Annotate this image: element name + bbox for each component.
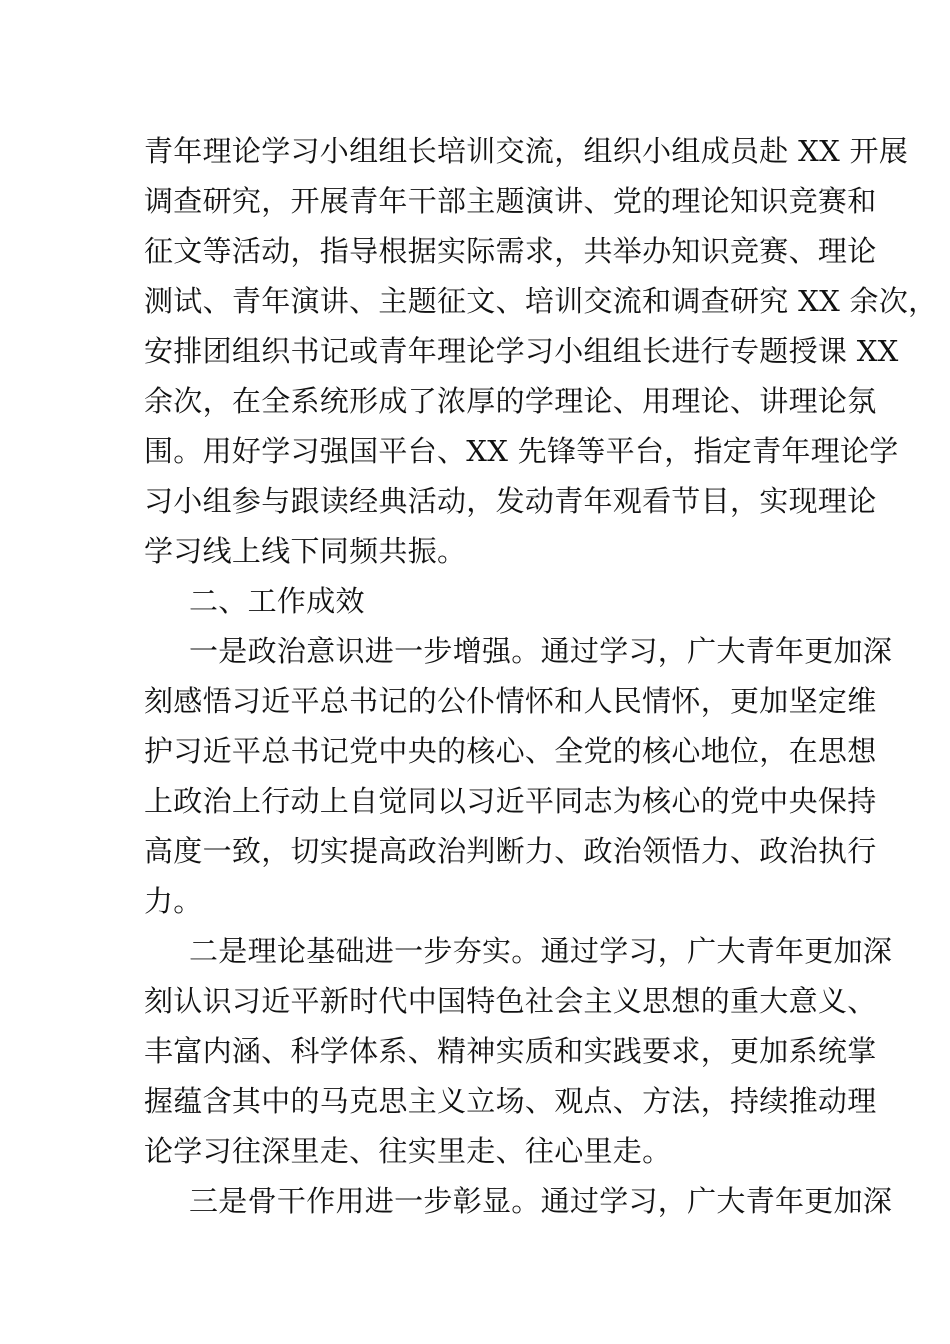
text-line: 征文等活动，指导根据实际需求，共举办知识竞赛、理论 bbox=[144, 234, 877, 268]
paragraph-start-line: 一是政治意识进一步增强。通过学习，广大青年更加深 bbox=[189, 634, 893, 668]
text-line: 青年理论学习小组组长培训交流，组织小组成员赴 XX 开展 bbox=[144, 134, 909, 168]
text-line: 上政治上行动上自觉同以习近平同志为核心的党中央保持 bbox=[144, 784, 877, 818]
text-line: 力。 bbox=[144, 884, 203, 918]
text-line: 丰富内涵、科学体系、精神实质和实践要求，更加系统掌 bbox=[144, 1034, 877, 1068]
text-line: 论学习往深里走、往实里走、往心里走。 bbox=[144, 1134, 672, 1168]
section-heading: 二、工作成效 bbox=[189, 584, 365, 618]
paragraph-start-line: 二是理论基础进一步夯实。通过学习，广大青年更加深 bbox=[189, 934, 893, 968]
text-line: 学习线上线下同频共振。 bbox=[144, 534, 467, 568]
text-line: 习小组参与跟读经典活动，发动青年观看节目，实现理论 bbox=[144, 484, 877, 518]
text-line: 安排团组织书记或青年理论学习小组组长进行专题授课 XX bbox=[144, 334, 899, 368]
text-line: 护习近平总书记党中央的核心、全党的核心地位，在思想 bbox=[144, 734, 877, 768]
text-line: 高度一致，切实提高政治判断力、政治领悟力、政治执行 bbox=[144, 834, 877, 868]
text-line: 刻认识习近平新时代中国特色社会主义思想的重大意义、 bbox=[144, 984, 877, 1018]
text-line: 调查研究，开展青年干部主题演讲、党的理论知识竞赛和 bbox=[144, 184, 877, 218]
text-line: 围。用好学习强国平台、XX 先锋等平台，指定青年理论学 bbox=[144, 434, 899, 468]
text-line: 余次，在全系统形成了浓厚的学理论、用理论、讲理论氛 bbox=[144, 384, 877, 418]
text-line: 测试、青年演讲、主题征文、培训交流和调查研究 XX 余次， bbox=[144, 284, 938, 318]
paragraph-start-line: 三是骨干作用进一步彰显。通过学习，广大青年更加深 bbox=[189, 1184, 893, 1218]
text-line: 握蕴含其中的马克思主义立场、观点、方法，持续推动理 bbox=[144, 1084, 877, 1118]
text-line: 刻感悟习近平总书记的公仆情怀和人民情怀，更加坚定维 bbox=[144, 684, 877, 718]
